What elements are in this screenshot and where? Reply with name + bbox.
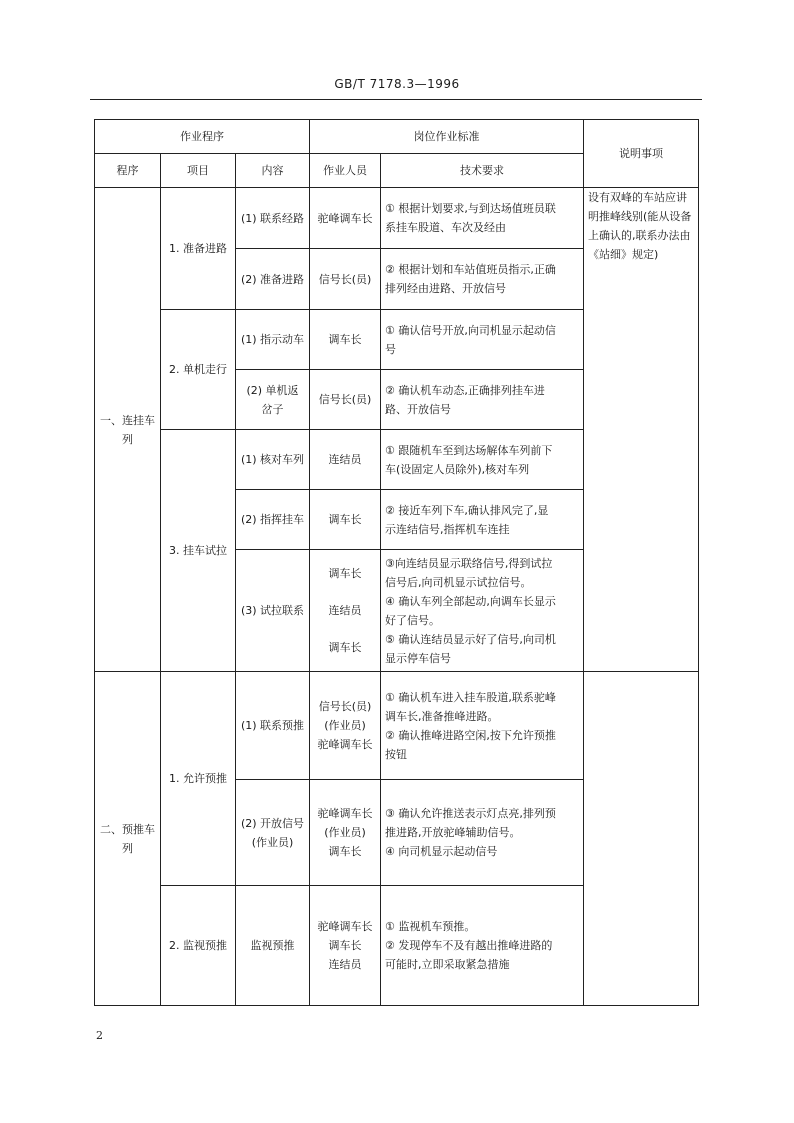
person-line: (作业员) [324, 826, 366, 839]
person-1-2-1: 调车长 [310, 310, 381, 370]
tech-line: ④ 向司机显示起动信号 [385, 845, 498, 858]
tech-2-1-1 [381, 672, 584, 780]
tech-line: ③向连结员显示联络信号,得到试拉 [385, 556, 553, 570]
content-2-2-1: 监视预推 [236, 886, 310, 1006]
person-line: 调车长 [328, 845, 362, 858]
tech-line: 号 [385, 342, 397, 356]
person-line: 调车长 [328, 939, 362, 952]
tech-line: ① 确认机车进入挂车股道,联系驼峰 [385, 690, 556, 704]
content-2-1-2 [236, 780, 310, 886]
content-1-1-1: (1) 联系经路 [236, 188, 310, 249]
tech-line: 排列经由进路、开放信号 [385, 282, 507, 295]
tech-line: ⑤ 确认连结员显示好了信号,向司机 [385, 632, 556, 646]
content-line: (作业员) [251, 835, 294, 849]
content-line: 岔子 [261, 402, 284, 416]
header-tech: 技术要求 [381, 154, 584, 188]
tech-1-1-2 [381, 249, 584, 310]
tech-line: ② 确认推峰进路空闲,按下允许预推 [385, 728, 556, 742]
content-1-2-2 [236, 370, 310, 430]
tech-line: ① 根据计划要求,与到达场值班员联 [385, 202, 556, 215]
tech-line: 调车长,准备推峰进路。 [385, 709, 499, 723]
note-section-2 [584, 672, 699, 1006]
tech-line: ④ 确认车列全部起动,向调车长显示 [385, 594, 556, 608]
content-1-3-2: (2) 指挥挂车 [236, 490, 310, 550]
person-line: 连结员 [328, 958, 362, 971]
person-1-1-1: 驼峰调车长 [310, 188, 381, 249]
tech-line: ② 发现停车不及有越出推峰进路的 [385, 939, 553, 952]
content-1-1-2: (2) 准备进路 [236, 249, 310, 310]
person-line: 驼峰调车长 [317, 920, 373, 933]
person-line: (作业员) [324, 719, 366, 732]
tech-line: ③ 确认允许推送表示灯点亮,排列预 [385, 807, 556, 820]
item-1-1: 1. 准备进路 [161, 188, 236, 310]
header-standard: 岗位作业标准 [310, 120, 584, 154]
persons-2-1-2 [310, 780, 381, 886]
persons-2-1-1 [310, 672, 381, 780]
tech-line: 显示停车信号 [385, 651, 452, 665]
persons-2-2-1 [310, 886, 381, 1006]
persons-1-3-3 [310, 550, 381, 672]
person-line: 驼峰调车长 [317, 807, 373, 820]
tech-1-3-3 [381, 550, 584, 672]
tech-1-3-1 [381, 430, 584, 490]
tech-line: 信号后,向司机显示试拉信号。 [385, 575, 532, 589]
tech-line: ② 接近车列下车,确认排风完了,显 [385, 503, 549, 517]
tech-line: 好了信号。 [385, 613, 441, 627]
person-1-3-2: 调车长 [310, 490, 381, 550]
tech-2-2-1 [381, 886, 584, 1006]
person-1-1-2: 信号长(员) [310, 249, 381, 310]
item-2-2: 2. 监视预推 [161, 886, 236, 1006]
person-line: 信号长(员) [318, 700, 372, 713]
content-line: (2) 开放信号 [240, 816, 305, 830]
procedure-table [94, 119, 699, 1006]
content-1-3-1: (1) 核对车列 [236, 430, 310, 490]
person-1-2-2: 信号长(员) [310, 370, 381, 430]
section-1-name: 一、连挂车列 [95, 188, 161, 672]
tech-1-2-1 [381, 310, 584, 370]
header-item: 项目 [161, 154, 236, 188]
content-1-2-1: (1) 指示动车 [236, 310, 310, 370]
person-line: 调车长 [328, 641, 362, 654]
content-2-1-1: (1) 联系预推 [236, 672, 310, 780]
content-1-3-3: (3) 试拉联系 [236, 550, 310, 672]
tech-line: ① 确认信号开放,向司机显示起动信 [385, 323, 556, 337]
person-line: 调车长 [328, 567, 362, 580]
tech-1-2-2 [381, 370, 584, 430]
item-1-3: 3. 挂车试拉 [161, 430, 236, 672]
note-section-1: 设有双峰的车站应讲明推峰线别(能从设备上确认的,联系办法由《站细》规定) [584, 188, 699, 672]
header-rule [90, 99, 702, 100]
header-personnel: 作业人员 [310, 154, 381, 188]
person-1-3-1: 连结员 [310, 430, 381, 490]
tech-1-3-2 [381, 490, 584, 550]
header-step: 程序 [95, 154, 161, 188]
header-content: 内容 [236, 154, 310, 188]
tech-line: 路、开放信号 [385, 402, 452, 416]
tech-line: ① 跟随机车至到达场解体车列前下 [385, 443, 553, 457]
header-procedure: 作业程序 [95, 120, 310, 154]
tech-line: ② 确认机车动态,正确排列挂车进 [385, 383, 545, 397]
tech-line: ① 监视机车预推。 [385, 920, 476, 933]
tech-2-1-2 [381, 780, 584, 886]
item-1-2: 2. 单机走行 [161, 310, 236, 430]
tech-line: 按钮 [385, 747, 408, 761]
tech-line: 可能时,立即采取紧急措施 [385, 958, 510, 971]
page-number: 2 [96, 1029, 103, 1042]
tech-line: 推进路,开放驼峰辅助信号。 [385, 826, 521, 839]
item-2-1: 1. 允许预推 [161, 672, 236, 886]
person-line: 连结员 [328, 604, 362, 617]
standard-header: GB/T 7178.3—1996 [334, 77, 460, 91]
header-notes: 说明事项 [584, 120, 699, 188]
tech-1-1-1 [381, 188, 584, 249]
section-2-name: 二、预推车列 [95, 672, 161, 1006]
tech-line: ② 根据计划和车站值班员指示,正确 [385, 263, 556, 276]
tech-line: 示连结信号,指挥机车连挂 [385, 522, 510, 536]
person-line: 驼峰调车长 [317, 738, 373, 751]
tech-line: 车(设固定人员除外),核对车列 [385, 462, 530, 476]
tech-line: 系挂车股道、车次及经由 [385, 221, 507, 234]
content-line: (2) 单机返 [246, 383, 299, 397]
